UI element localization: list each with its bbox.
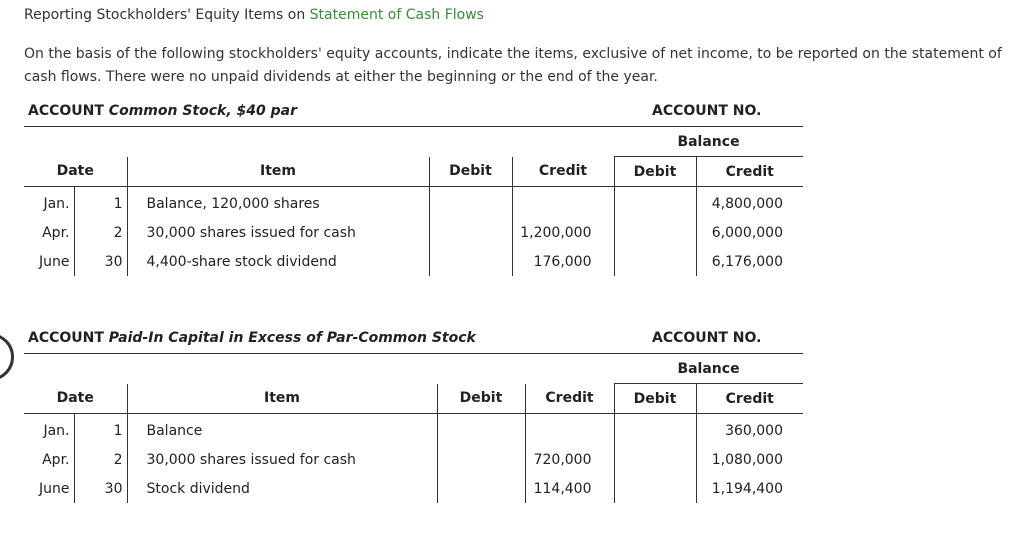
item-description: Balance, 120,000 shares <box>127 187 429 219</box>
credit-amount <box>512 187 614 219</box>
ledger-paid-in-capital <box>24 353 803 503</box>
balance-credit-amount: 6,000,000 <box>696 218 803 247</box>
credit-amount: 114,400 <box>525 474 614 503</box>
table-row <box>24 445 803 474</box>
debit-header: Debit <box>437 384 525 414</box>
debit-amount <box>437 474 525 503</box>
table-row <box>24 247 803 276</box>
page-heading <box>24 7 484 23</box>
ledger-common-stock <box>24 126 803 276</box>
table-row <box>24 218 803 247</box>
credit-amount <box>525 414 614 446</box>
statement-of-cash-flows-link[interactable]: Statement of Cash Flows <box>309 7 484 23</box>
credit-amount: 1,200,000 <box>512 218 614 247</box>
balance-credit-amount: 1,080,000 <box>696 445 803 474</box>
account-number-label: ACCOUNT NO. <box>652 330 762 346</box>
item-header: Item <box>127 384 437 414</box>
debit-amount <box>429 247 512 276</box>
account-name: Common Stock, $40 par <box>108 103 297 119</box>
account-title-paid-in-capital: ACCOUNT Paid-In Capital in Excess of Par-Common Stock <box>28 330 476 346</box>
heading-text: Reporting Stockholders' Equity Items on <box>24 7 310 23</box>
problem-instructions: On the basis of the following stockholders' equity accounts, indicate the items, exclusive of net income, to be reported on the statement of cash flows. There were no unpaid dividends at either the beginning or the end of the year. <box>24 46 1002 85</box>
balance-debit-amount <box>614 187 696 219</box>
debit-amount <box>429 218 512 247</box>
account-name: Paid-In Capital in Excess of Par-Common Stock <box>108 330 476 346</box>
balance-credit-amount: 360,000 <box>696 414 803 446</box>
debit-header: Debit <box>429 157 512 187</box>
balance-credit-amount: 6,176,000 <box>696 247 803 276</box>
date-header: Date <box>24 384 127 414</box>
credit-amount: 176,000 <box>512 247 614 276</box>
balance-credit-header: Credit <box>696 157 803 187</box>
balance-header: Balance <box>614 354 803 384</box>
item-description: 4,400-share stock dividend <box>127 247 429 276</box>
item-description: 30,000 shares issued for cash <box>127 218 429 247</box>
balance-credit-header: Credit <box>696 384 803 414</box>
credit-amount: 720,000 <box>525 445 614 474</box>
date-month: Apr. <box>42 224 70 241</box>
date-month: June <box>39 480 70 497</box>
balance-credit-amount: 1,194,400 <box>696 474 803 503</box>
date-day: 2 <box>74 445 127 474</box>
credit-header: Credit <box>525 384 614 414</box>
date-header: Date <box>24 157 127 187</box>
balance-debit-amount <box>614 445 696 474</box>
date-day: 30 <box>74 247 127 276</box>
balance-debit-amount <box>614 414 696 446</box>
table-row <box>24 414 803 446</box>
date-day: 1 <box>74 187 127 219</box>
balance-debit-amount <box>614 247 696 276</box>
radio-circle-icon[interactable] <box>0 333 14 381</box>
balance-debit-amount <box>614 218 696 247</box>
date-month: Jan. <box>43 422 70 439</box>
item-description: Balance <box>127 414 437 446</box>
account-title-common-stock: ACCOUNT Common Stock, $40 par <box>28 103 297 119</box>
item-header: Item <box>127 157 429 187</box>
date-day: 2 <box>74 218 127 247</box>
table-row <box>24 187 803 219</box>
date-day: 30 <box>74 474 127 503</box>
date-month: Apr. <box>42 451 70 468</box>
date-month: Jan. <box>43 195 70 212</box>
balance-header: Balance <box>614 127 803 157</box>
debit-amount <box>437 445 525 474</box>
credit-header: Credit <box>512 157 614 187</box>
item-description: Stock dividend <box>127 474 437 503</box>
balance-debit-header: Debit <box>614 157 696 187</box>
balance-debit-header: Debit <box>614 384 696 414</box>
table-row <box>24 474 803 503</box>
date-month: June <box>39 253 70 270</box>
debit-amount <box>437 414 525 446</box>
debit-amount <box>429 187 512 219</box>
date-day: 1 <box>74 414 127 446</box>
balance-credit-amount: 4,800,000 <box>696 187 803 219</box>
account-number-label: ACCOUNT NO. <box>652 103 762 119</box>
item-description: 30,000 shares issued for cash <box>127 445 437 474</box>
balance-debit-amount <box>614 474 696 503</box>
